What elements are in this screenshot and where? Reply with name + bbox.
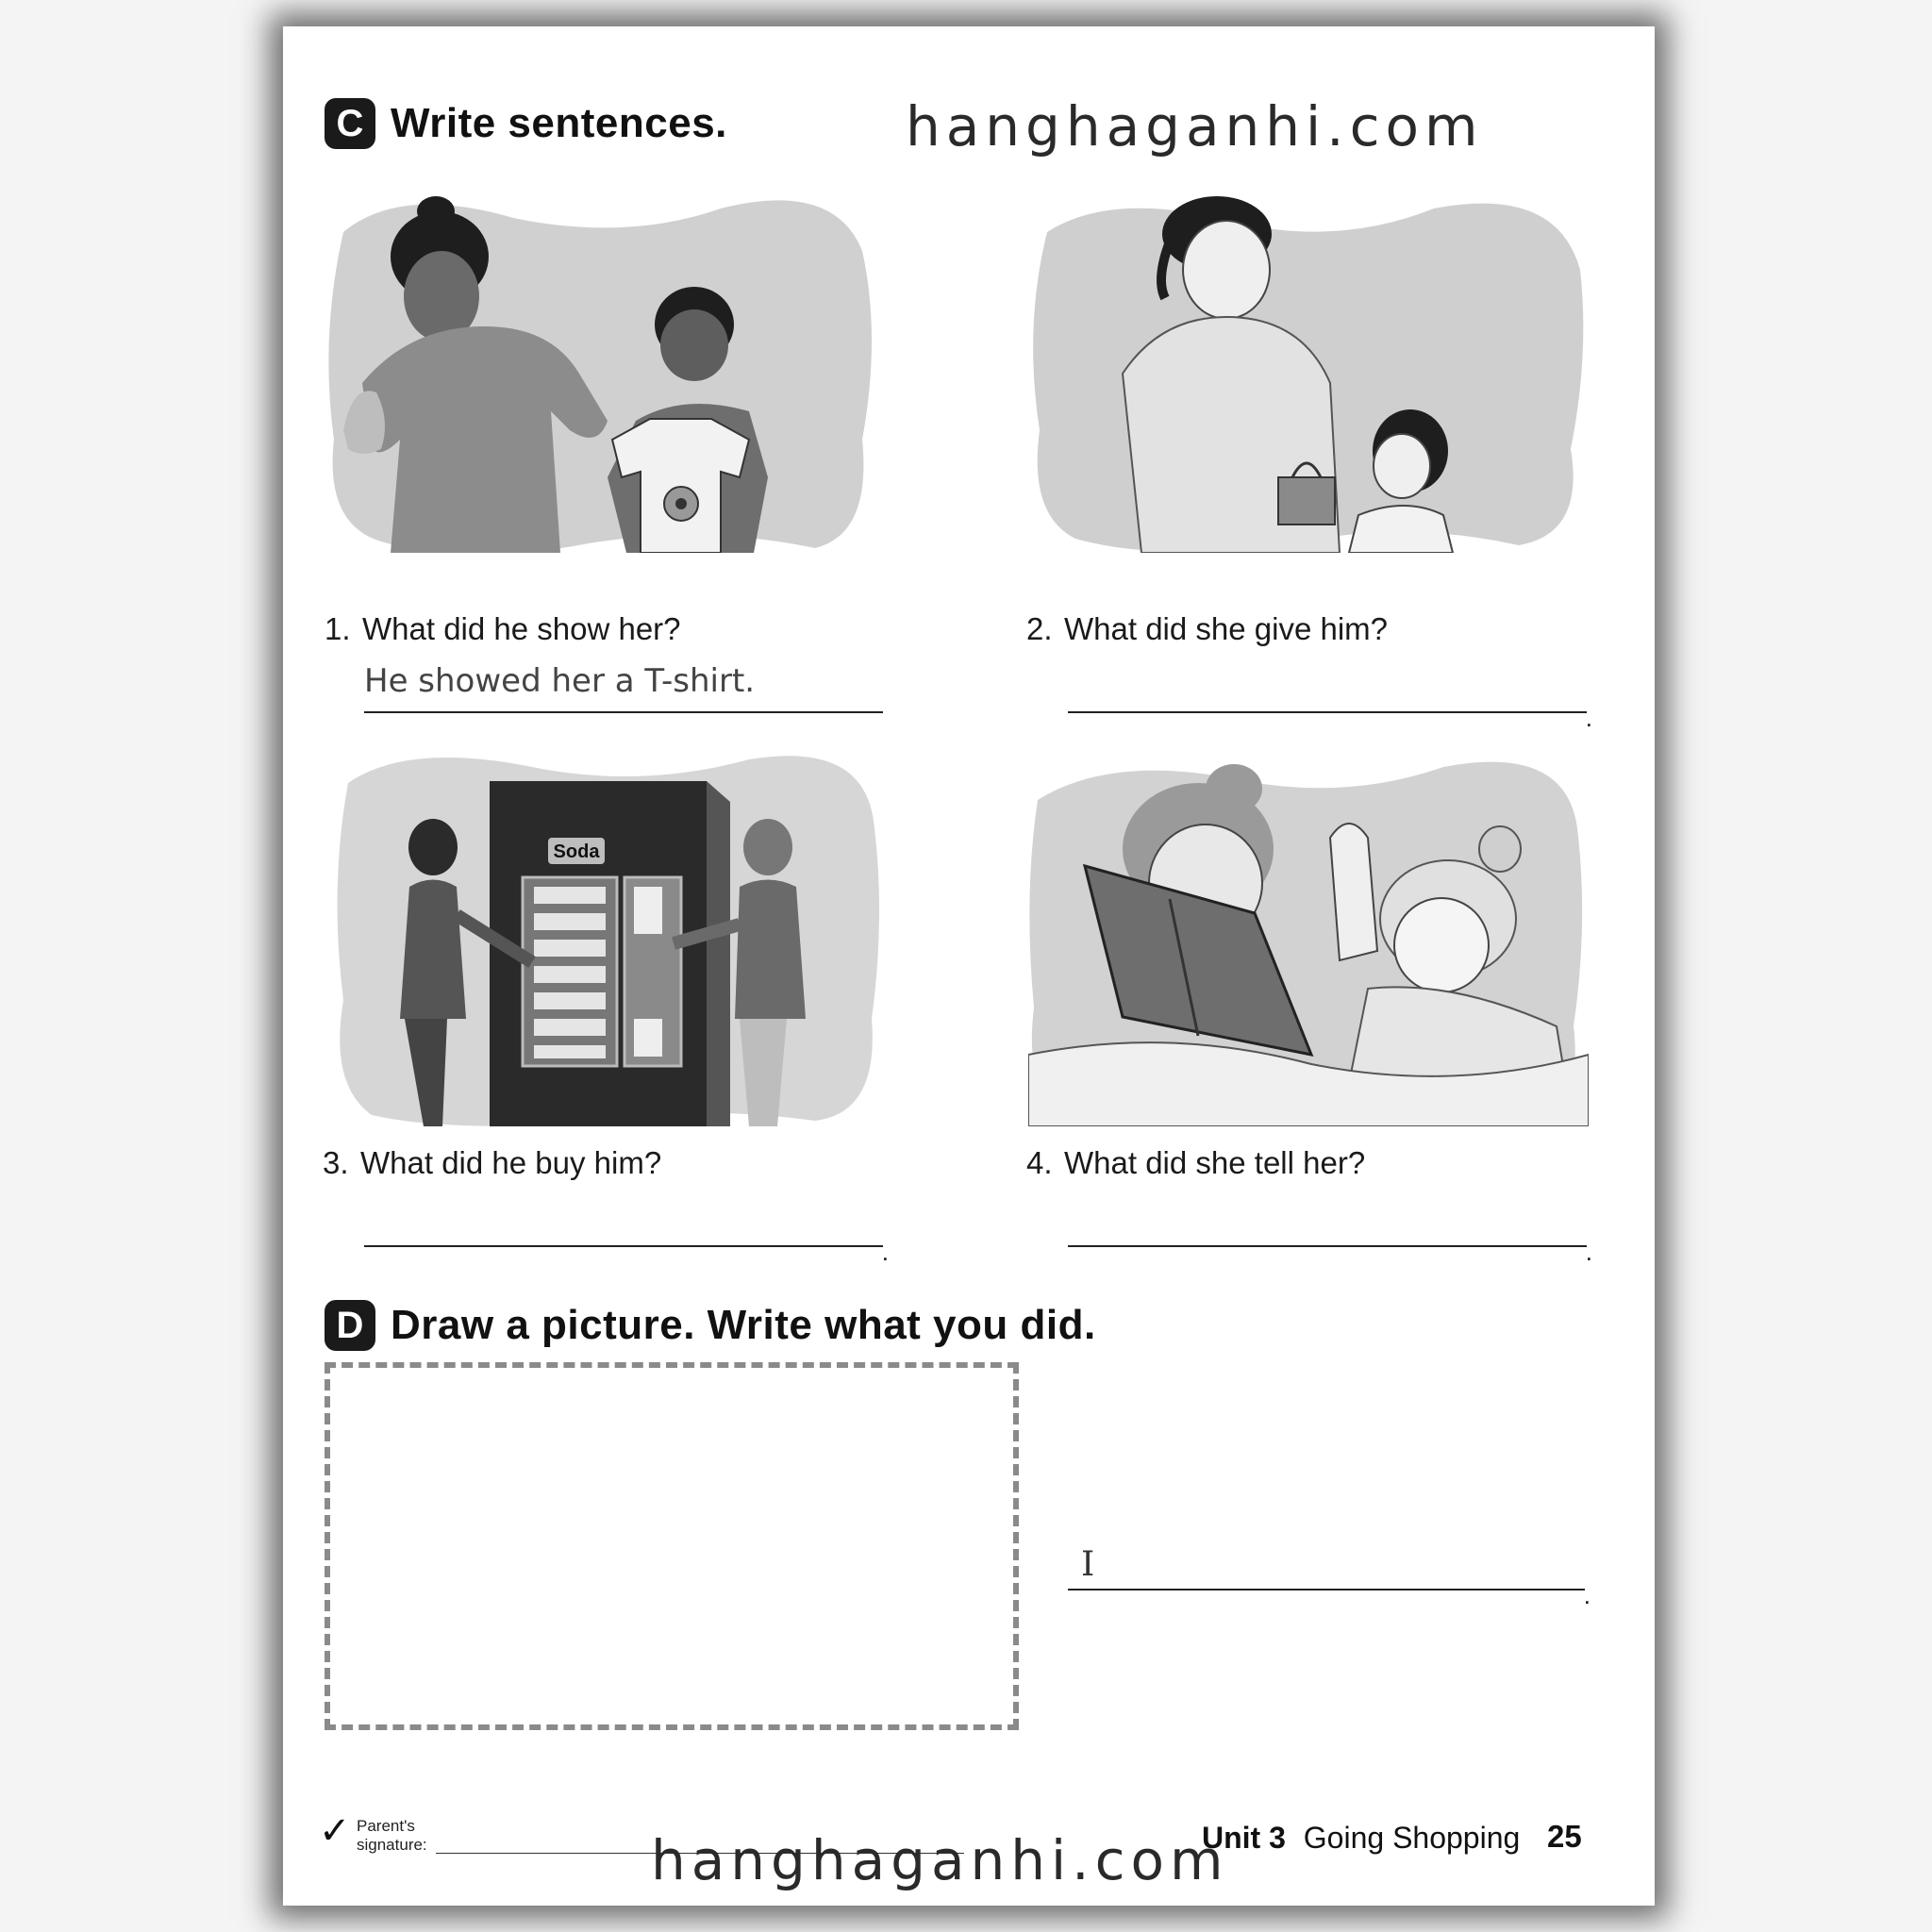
picture-woman-boy-tshirt [325, 194, 877, 553]
question-4 [1026, 1145, 1365, 1181]
drawing-area[interactable] [325, 1362, 1019, 1730]
unit-info [1202, 1821, 1520, 1856]
section-d-badge: D [325, 1300, 375, 1351]
section-c-badge: C [325, 98, 375, 149]
section-d-title: Draw a picture. Write what you did. [391, 1302, 1096, 1348]
question-1-text: What did he show her? [362, 611, 681, 646]
answer-3-line[interactable]: . [364, 1245, 883, 1247]
question-2 [1026, 611, 1388, 647]
question-3-number: 3. [323, 1145, 349, 1180]
section-c-title: Write sentences. [391, 100, 727, 146]
question-1-number: 1. [325, 611, 351, 646]
question-1 [325, 611, 681, 647]
answer-1-text: He showed her a T-shirt. [364, 662, 756, 700]
page-number: 25 [1547, 1819, 1582, 1854]
answer-1-line[interactable] [364, 711, 883, 713]
question-2-number: 2. [1026, 611, 1053, 646]
parent-signature-label: Parent's signature: [357, 1817, 427, 1854]
picture-girls-reading-book [1028, 743, 1589, 1126]
workbook-page [292, 36, 1643, 1894]
question-3 [323, 1145, 661, 1181]
vending-machine-label: Soda [553, 841, 600, 862]
section-c-header [325, 98, 727, 149]
check-icon: ✓ [319, 1810, 351, 1852]
section-d-header [325, 1300, 1096, 1351]
answer-2-line[interactable]: . [1068, 711, 1587, 713]
unit-title: Going Shopping [1303, 1821, 1521, 1855]
question-2-text: What did she give him? [1064, 611, 1389, 646]
question-4-text: What did she tell her? [1064, 1145, 1366, 1180]
write-start-letter: I [1081, 1545, 1095, 1584]
picture-vending-machine [334, 745, 879, 1126]
picture-mother-gift-child [1028, 194, 1589, 553]
watermark-bottom: hanghaganhi.com [651, 1828, 1229, 1892]
write-answer-line[interactable]: . [1068, 1589, 1585, 1591]
answer-4-line[interactable]: . [1068, 1245, 1587, 1247]
question-3-text: What did he buy him? [360, 1145, 662, 1180]
unit-label: Unit 3 [1202, 1821, 1286, 1855]
question-4-number: 4. [1026, 1145, 1053, 1180]
watermark-top: hanghaganhi.com [906, 94, 1484, 158]
